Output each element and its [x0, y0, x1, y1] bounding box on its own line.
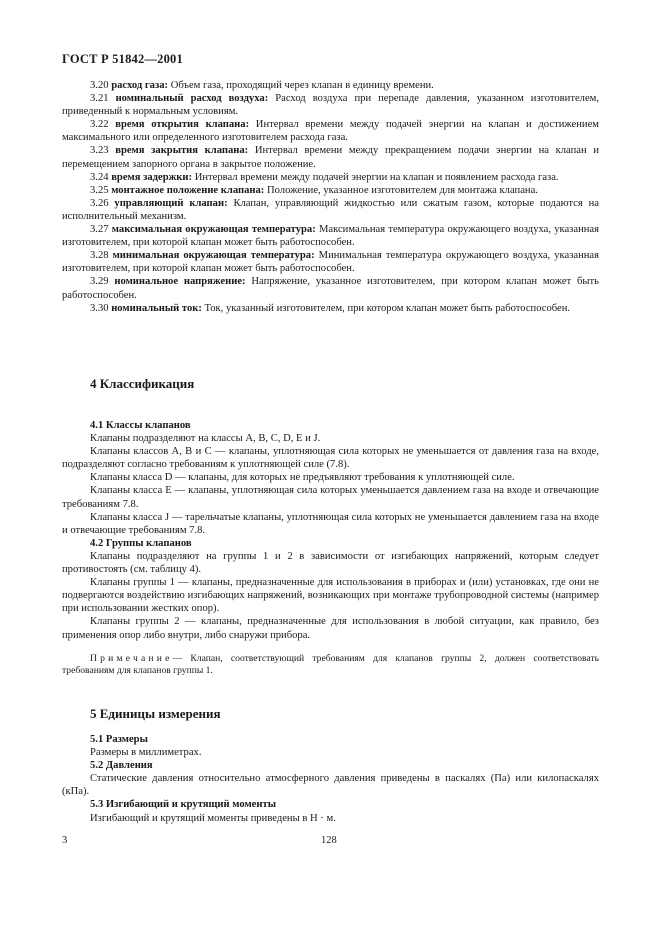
definition-text: Интервал времени между подачей энергии на клапан и достижением максимального или определенного изготовителем расхода газа. — [62, 119, 599, 144]
paragraph: Размеры в миллиметрах. — [90, 747, 202, 759]
definition-term: номинальный ток: — [111, 302, 202, 314]
definition-number: 3.28 — [90, 250, 109, 262]
definition-text: Минимальная температура окружающего воздуха, указанная изготовителем, при которой клапан может быть работоспособен. — [62, 250, 600, 275]
definition-text: Клапан, управляющий жидкостью или сжатым газом, которые подаются на исполнительный механизм. — [62, 197, 599, 222]
definition-text: Положение, указанное изготовителем для монтажа клапана. — [264, 184, 538, 196]
paragraph: Клапаны класса J — тарельчатые клапаны, уплотняющая сила которых не уменьшается давлением газа на входе и отвечающие требованиям 7.8. — [62, 511, 599, 536]
definition-number: 3.26 — [90, 197, 109, 209]
section-5-heading: 5 Единицы измерения — [90, 706, 221, 721]
definition-item — [62, 92, 599, 118]
definition-item — [62, 302, 599, 315]
paragraph: Клапаны класса E — клапаны, уплотняющая сила которых уменьшается давлением газа на входе и отвечающие требованиям 7.8. — [62, 485, 599, 510]
paragraph: Клапаны подразделяют на классы A, B, C, D, E и J. — [90, 433, 321, 445]
definition-number: 3.23 — [90, 145, 109, 157]
paragraph: Клапаны подразделяют на группы 1 и 2 в зависимости от изгибающих напряжений, которым следует противостоять (см. таблицу 4). — [62, 550, 599, 576]
definitions-list — [62, 79, 599, 315]
definition-item — [62, 171, 599, 184]
definition-text: Максимальная температура окружающего воздуха, указанная изготовителем, при которой клапан может быть работоспособен. — [62, 224, 599, 249]
section-4-body — [62, 419, 599, 642]
definition-number: 3.20 — [90, 80, 109, 91]
definition-term: время закрытия клапана: — [115, 145, 249, 157]
definition-text: Расход воздуха при перепаде давления, указанном изготовителем, приведенный к нормальным условиям. — [62, 93, 599, 118]
definition-term: максимальная окружающая температура: — [111, 224, 316, 236]
definition-item — [62, 197, 599, 223]
paragraph: Статические давления относительно атмосферного давления приведены в паскалях (Па) или килопаскалях (кПа). — [62, 773, 599, 798]
definition-term: монтажное положение клапана: — [111, 184, 265, 196]
definition-number: 3.30 — [90, 302, 109, 314]
paragraph: Клапаны классов A, B и C — клапаны, уплотняющая сила которых не уменьшается от давления газа на входе, подразделяют согласно требованиям к уплотняющей силе (7.8). — [62, 446, 599, 471]
definition-term: время открытия клапана: — [115, 119, 250, 131]
definition-term: время задержки: — [111, 171, 193, 183]
page-number: 3 — [62, 835, 68, 846]
definition-item — [62, 223, 599, 249]
definition-text: Интервал времени между прекращением подачи энергии на клапан и перемещением запорного органа в закрытое положение. — [62, 145, 599, 170]
note — [62, 653, 599, 677]
sheet-number: 128 — [321, 835, 337, 846]
definition-item — [62, 249, 599, 275]
section-5-body — [62, 733, 599, 825]
definition-number: 3.22 — [90, 119, 109, 131]
section-4-heading: 4 Классификация — [90, 376, 195, 391]
definition-term: номинальный расход воздуха: — [115, 93, 269, 105]
definition-text: Ток, указанный изготовителем, при котором клапан может быть работоспособен. — [201, 302, 571, 314]
subsection-5-1-heading: 5.1 Размеры — [90, 734, 148, 745]
definition-term: управляющий клапан: — [114, 197, 228, 209]
subsection-4-2-heading: 4.2 Группы клапанов — [90, 537, 192, 549]
paragraph: Клапаны группы 2 — клапаны, предназначенные для использования в любой ситуации, как правило, без применения опор либо внутри, либо снаружи прибора. — [62, 616, 599, 641]
definition-number: 3.29 — [90, 276, 109, 288]
definition-number: 3.25 — [90, 184, 109, 196]
definition-term: минимальная окружающая температура: — [112, 250, 315, 262]
subsection-5-2-heading: 5.2 Давления — [90, 760, 153, 772]
definition-item — [62, 275, 599, 301]
definition-term: расход газа: — [111, 80, 169, 91]
definition-item — [62, 79, 599, 92]
definition-item — [62, 118, 599, 144]
subsection-4-1-heading: 4.1 Классы клапанов — [90, 420, 191, 431]
definition-text: Интервал времени между подачей энергии на клапан и появлением расхода газа. — [192, 171, 559, 183]
definition-number: 3.21 — [90, 93, 109, 105]
definition-item — [62, 144, 599, 170]
definition-number: 3.24 — [90, 171, 109, 183]
paragraph: Изгибающий и крутящий моменты приведены в Н · м. — [90, 812, 336, 824]
note-label: Примечание — [90, 653, 173, 664]
paragraph: Клапаны группы 1 — клапаны, предназначенные для использования в приборах и (или) установках, где они не подвергаются воздействию изгибающих напряжений, возникающих при монтаже трубопроводной системы (например при использовании жестких опор). — [62, 577, 599, 615]
definition-text: Напряжение, указанное изготовителем, при котором клапан может быть работоспособен. — [62, 276, 599, 301]
standard-header: ГОСТ Р 51842—2001 — [62, 52, 183, 66]
definition-number: 3.27 — [90, 224, 109, 236]
paragraph: Клапаны класса D — клапаны, для которых не предъявляют требования к уплотняющей силе. — [90, 472, 515, 484]
note-text: — Клапан, соответствующий требованиям для клапанов группы 2, должен соответствовать требованиям для клапанов группы 1. — [62, 653, 599, 676]
definition-item — [62, 184, 599, 197]
subsection-5-3-heading: 5.3 Изгибающий и крутящий моменты — [90, 799, 276, 811]
definition-text: Объем газа, проходящий через клапан в единицу времени. — [168, 80, 434, 91]
definition-term: номинальное напряжение: — [114, 276, 246, 288]
